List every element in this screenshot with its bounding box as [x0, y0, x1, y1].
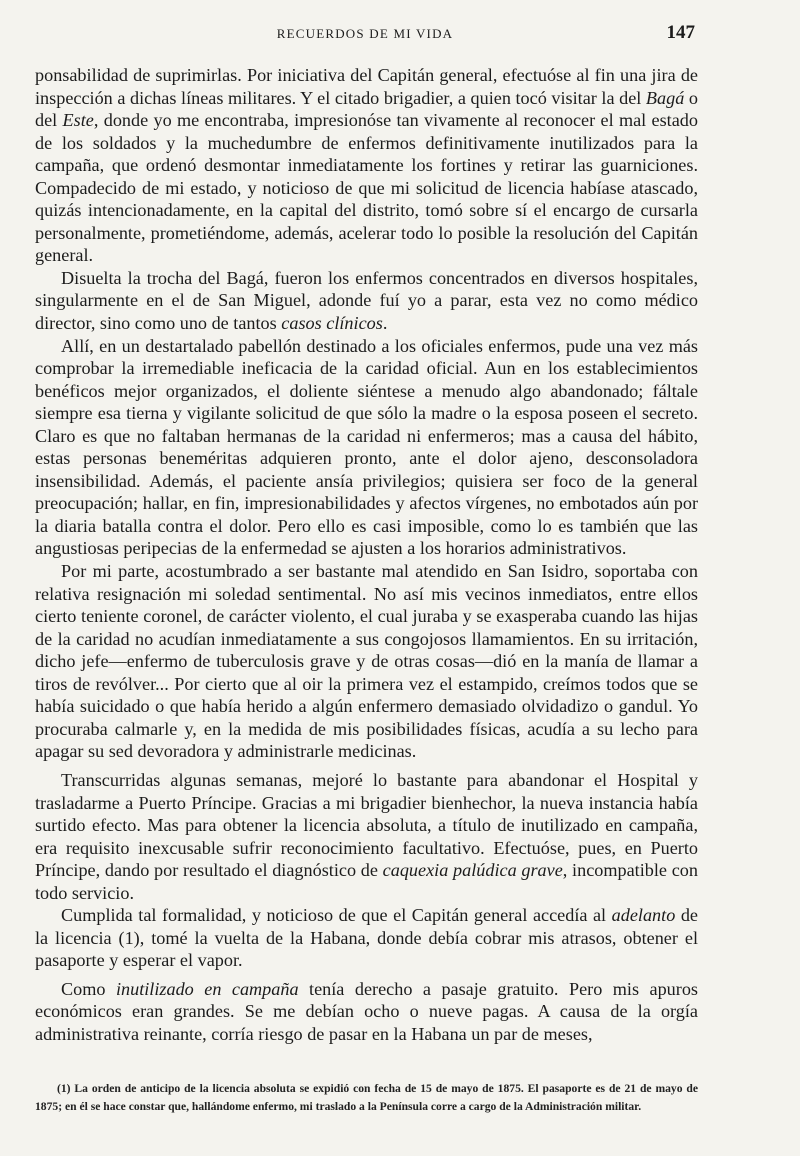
- italic-text: inutilizado en campaña: [115, 978, 299, 999]
- paragraph: [35, 978, 698, 1046]
- text-run: Como: [61, 978, 116, 999]
- footnote: (1) La orden de anticipo de la licencia absoluta se expidió con fecha de 15 de mayo de 1875. El pasaporte es de 21 de mayo de 1875; en él se hace constar que, hallándome enfermo, mi traslado a la Península corre a cargo de la Administración militar.: [35, 1082, 698, 1113]
- text-run: Transcurridas algunas semanas, mejoré lo bastante para abandonar el Hospital y trasladarme a Puerto Príncipe. Gracias a mi brigadier bienhechor, la nueva instancia había surtido efecto. Mas para obtener la licencia absoluta, a título de inutilizado en campaña, era requisito inexcusable sufrir reconocimiento facultativo. Efectuóse, pues, en Puerto Príncipe, dando por resultado el diagnóstico de: [35, 769, 698, 881]
- paragraph: [35, 769, 698, 904]
- text-run: Cumplida tal formalidad, y noticioso de que el Capitán general accedía al: [61, 905, 612, 926]
- text-run: Allí, en un destartalado pabellón destinado a los oficiales enfermos, pude una vez más comprobar la irremediable ineficacia de la caridad oficial. Aun en los establecimientos benéficos mejor organizados, el doliente siéntese a menudo algo abandonado; fáltale siempre esa tierna y vigilante solicitud de que sólo la madre o la esposa poseen el secreto. Claro es que no faltaban hermanas de la caridad ni enfermeros; mas a causa del hábito, estas personas beneméritas adquieren pronto, ante el dolor ajeno, desconsoladora insensibilidad. Además, el paciente ansía privilegios; quisiera ser foco de la general preocupación; hallar, en fin, impresionabilidades y afectos vírgenes, no embotados aún por la diaria batalla contra el dolor. Pero ello es casi imposible, como lo es también que las angustiosas peripecias de la enfermedad se ajusten a los horarios administrativos.: [35, 335, 698, 559]
- page-number: 147: [666, 22, 695, 43]
- footnotes: [35, 1080, 698, 1116]
- italic-text: Este: [62, 110, 94, 131]
- text-run: , incompatible con todo servicio.: [35, 860, 698, 903]
- running-title: RECUERDOS DE MI VIDA: [276, 26, 454, 41]
- text-run: ponsabilidad de suprimirlas. Por iniciativa del Capitán general, efectuóse al fin una jira de inspección a dichas líneas militares. Y el citado brigadier, a quien tocó visitar la del: [35, 65, 698, 108]
- italic-text: caquexia palúdica grave: [382, 860, 563, 881]
- paragraph: [35, 560, 698, 763]
- text-run: tenía derecho a pasaje gratuito. Pero mis apuros económicos eran grandes. Se me debían ocho o nueve pagas. A causa de la orgía administrativa reinante, corría riesgo de pasar en la Habana un par de meses,: [35, 978, 699, 1044]
- text-run: o del: [35, 87, 698, 131]
- italic-text: adelanto: [611, 905, 676, 926]
- body-text: [35, 64, 698, 1046]
- running-header: [35, 22, 695, 46]
- italic-text: casos clínicos: [281, 313, 383, 334]
- paragraph: [35, 335, 698, 560]
- text-run: Por mi parte, acostumbrado a ser bastante mal atendido en San Isidro, soportaba con relativa resignación mi soledad sentimental. No así mis vecinos inmediatos, entre ellos cierto teniente coronel, de carácter violento, el cual juraba y se exasperaba cuando las hijas de la caridad no acudían inmediatamente a sus congojosos llamamientos. En su irritación, dicho jefe—enfermo de tuberculosis grave y de otras cosas—dió en la manía de llamar a tiros de revólver... Por cierto que al oir la primera vez el estampido, creímos todos que se había suicidado o que había herido a algún enfermero demasiado olvidadizo o gandul. Yo procuraba calmarle y, en la medida de mis posibilidades físicas, acudía a su lecho para apagar su sed devoradora y administrarle medicinas.: [35, 561, 698, 762]
- paragraph: [35, 267, 698, 335]
- paragraph: [35, 904, 698, 972]
- text-run: .: [382, 313, 388, 334]
- text-run: Disuelta la trocha del Bagá, fueron los enfermos concentrados en diversos hospitales, singularmente en el de San Miguel, adonde fuí yo a parar, esta vez no como médico director, sino como uno de tantos: [35, 267, 698, 334]
- italic-text: Bagá: [645, 87, 685, 108]
- text-run: de la licencia (1), tomé la vuelta de la Habana, donde debía cobrar mis atrasos, obtener el pasaporte y esperar el vapor.: [35, 905, 698, 971]
- paragraph: [35, 64, 698, 267]
- text-run: , donde yo me encontraba, impresionóse tan vivamente al reconocer el mal estado de los soldados y la muchedumbre de enfermos definitivamente inutilizados para la campaña, que ordenó desmontar inmediatamente los fortines y retirar las guarniciones. Compadecido de mi estado, y noticioso de que mi solicitud de licencia habíase atascado, quizás intencionadamente, en la capital del distrito, tomó sobre sí el encargo de cursarla personalmente, prometiéndome, además, acelerar todo lo posible la resolución del Capitán general.: [35, 110, 698, 266]
